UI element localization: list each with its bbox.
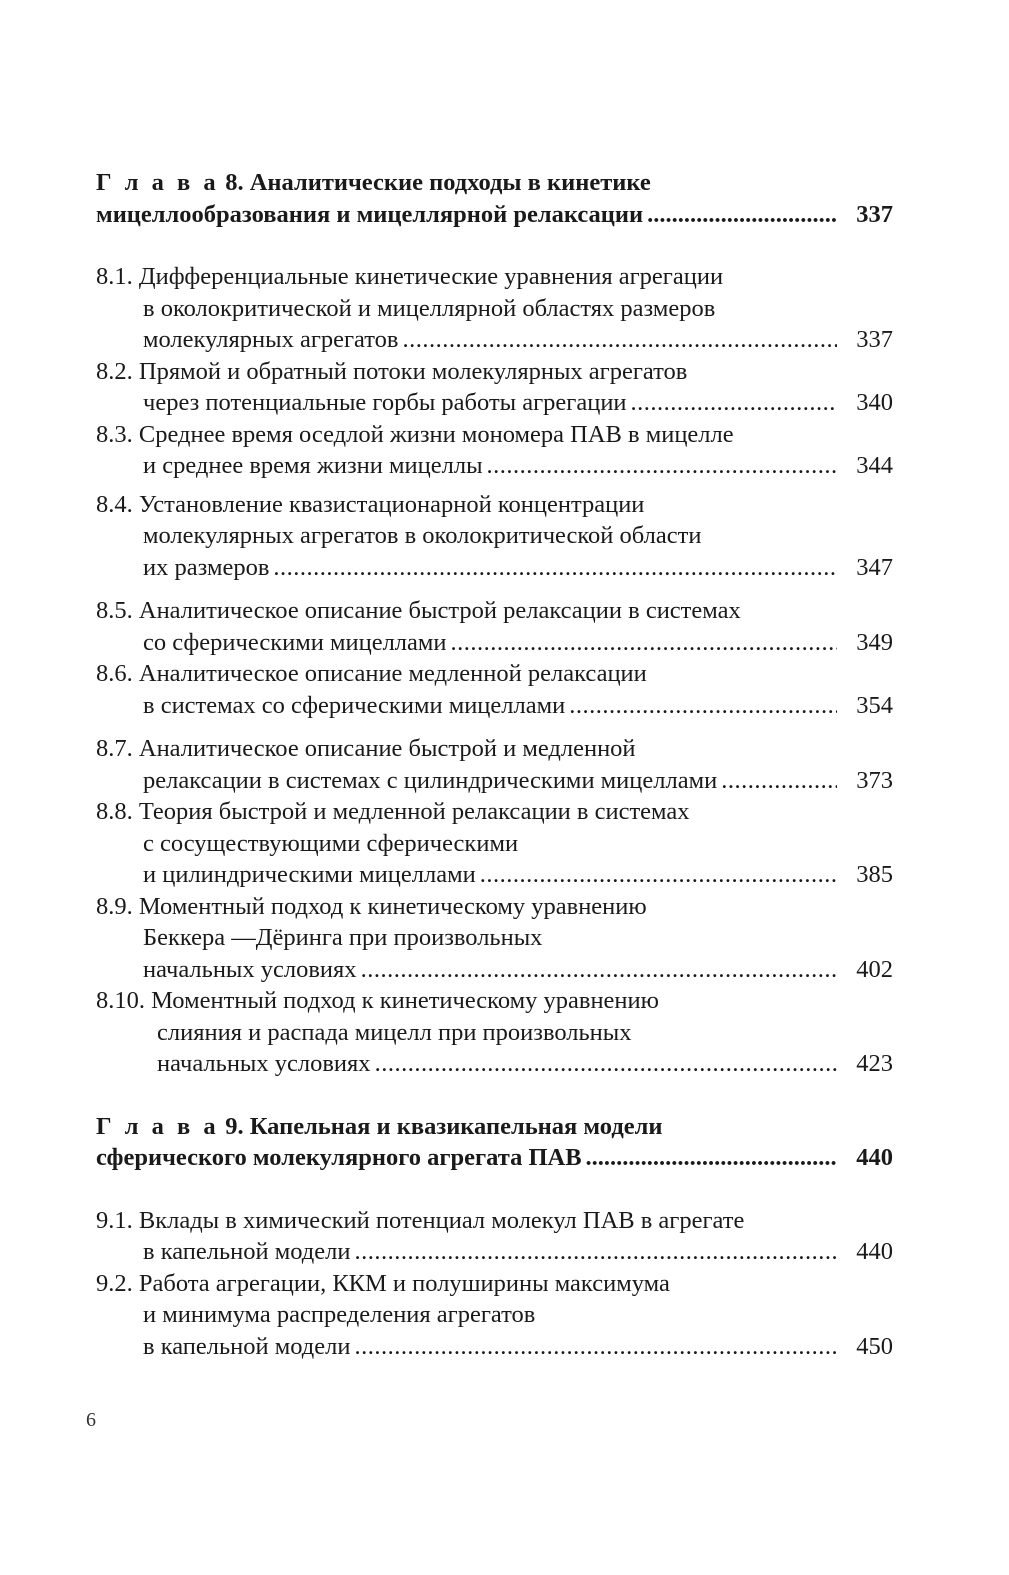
leader-dots — [721, 765, 837, 797]
page-number: 354 — [856, 691, 893, 719]
page-number: 347 — [856, 553, 893, 581]
leader-dots — [586, 1142, 837, 1174]
section-title: Моментный подход к кинетическому уравнению — [151, 987, 659, 1014]
toc-entry — [96, 419, 893, 482]
toc-entry — [96, 891, 893, 986]
chapter-9-heading — [96, 1111, 893, 1174]
chapter-title: мицеллообразования и мицеллярной релаксации — [96, 200, 644, 228]
toc-entry — [96, 595, 893, 658]
section-title: слияния и распада мицелл при произвольных — [157, 1018, 632, 1046]
section-title: и цилиндрическими мицеллами — [143, 861, 476, 888]
section-number: 8.8. — [96, 798, 133, 825]
section-number: 8.1. — [96, 263, 133, 290]
leader-dots — [647, 199, 837, 231]
toc-entry — [96, 1205, 893, 1268]
section-number: 8.7. — [96, 735, 133, 762]
toc-entry — [96, 658, 893, 721]
section-title: в капельной модели — [143, 1332, 351, 1360]
section-title: Аналитическое описание быстрой релаксации в системах — [138, 597, 741, 624]
chapter-8-heading — [96, 167, 893, 230]
page-number: 349 — [856, 628, 893, 656]
toc-entry — [96, 1268, 893, 1363]
table-of-contents — [96, 167, 893, 1362]
page-number: 373 — [856, 766, 893, 794]
section-title: Аналитическое описание быстрой и медленной — [138, 735, 636, 762]
section-number: 8.3. — [96, 420, 133, 448]
section-number: 9.2. — [96, 1269, 133, 1297]
chapter-title: сферического молекулярного агрегата ПАВ — [96, 1144, 582, 1171]
section-number: 8.10. — [96, 987, 145, 1014]
section-title: со сферическими мицеллами — [143, 628, 447, 656]
section-number: 8.4. — [96, 490, 133, 518]
leader-dots — [361, 954, 837, 986]
leader-dots — [631, 387, 837, 419]
section-number: 8.2. — [96, 357, 133, 385]
page-number: 337 — [856, 200, 893, 228]
leader-dots — [273, 552, 837, 584]
section-title: Прямой и обратный потоки молекулярных агрегатов — [138, 357, 688, 385]
section-title: начальных условиях — [157, 1050, 371, 1077]
leader-dots — [451, 627, 837, 659]
section-title: Моментный подход к кинетическому уравнению — [138, 892, 647, 920]
leader-dots — [569, 690, 837, 722]
section-title: их размеров — [143, 553, 270, 581]
chapter-title: 9. Капельная и квазикапельная модели — [219, 1112, 663, 1140]
section-title: Работа агрегации, ККМ и полуширины максимума — [138, 1269, 670, 1297]
section-title: релаксации в системах с цилиндрическими мицеллами — [143, 766, 718, 794]
leader-dots — [480, 859, 837, 891]
section-title: Аналитическое описание медленной релаксации — [138, 660, 647, 687]
section-title: молекулярных агрегатов — [143, 326, 399, 353]
section-title: начальных условиях — [143, 955, 357, 983]
chapter-title: 8. Аналитические подходы в кинетике — [219, 169, 651, 196]
section-title: в капельной модели — [143, 1238, 351, 1265]
page-number: 450 — [856, 1332, 893, 1360]
chapter-label: Г л а в а — [96, 169, 220, 196]
toc-entry — [96, 356, 893, 419]
page-number: 340 — [856, 389, 893, 416]
section-title: и среднее время жизни мицеллы — [143, 452, 483, 479]
section-title: молекулярных агрегатов в околокритической области — [143, 522, 702, 549]
toc-entry — [96, 261, 893, 356]
section-title: с сосуществующими сферическими — [143, 829, 519, 857]
section-title: Дифференциальные кинетические уравнения агрегации — [138, 263, 724, 290]
page-number: 344 — [856, 452, 893, 479]
toc-entry — [96, 796, 893, 891]
section-title: Среднее время оседлой жизни мономера ПАВ в мицелле — [138, 420, 734, 448]
page-number: 337 — [856, 326, 893, 353]
section-number: 8.9. — [96, 892, 133, 920]
section-number: 9.1. — [96, 1206, 133, 1234]
leader-dots — [375, 1048, 837, 1080]
page-folio: 6 — [86, 1409, 96, 1431]
leader-dots — [354, 1331, 837, 1363]
section-number: 8.5. — [96, 597, 133, 624]
section-number: 8.6. — [96, 660, 133, 687]
leader-dots — [403, 324, 838, 356]
toc-entry — [96, 733, 893, 796]
leader-dots — [487, 450, 837, 482]
section-title: Установление квазистационарной концентрации — [138, 490, 645, 518]
section-title: через потенциальные горбы работы агрегации — [143, 389, 627, 416]
section-title: в околокритической и мицеллярной областях размеров — [143, 294, 716, 322]
page-number: 385 — [856, 861, 893, 888]
section-title: и минимума распределения агрегатов — [143, 1301, 536, 1328]
page-number: 440 — [856, 1238, 893, 1265]
section-title: Беккера —Дёринга при произвольных — [143, 924, 543, 951]
section-title: Вклады в химический потенциал молекул ПАВ в агрегате — [138, 1206, 745, 1234]
chapter-label: Г л а в а — [96, 1112, 220, 1140]
page-number: 423 — [856, 1050, 893, 1077]
page-number: 402 — [856, 955, 893, 983]
leader-dots — [354, 1236, 837, 1268]
section-title: в системах со сферическими мицеллами — [143, 691, 566, 719]
page-number: 440 — [856, 1144, 893, 1171]
toc-entry — [96, 489, 893, 584]
section-title: Теория быстрой и медленной релаксации в системах — [138, 798, 690, 825]
toc-entry — [96, 985, 893, 1080]
